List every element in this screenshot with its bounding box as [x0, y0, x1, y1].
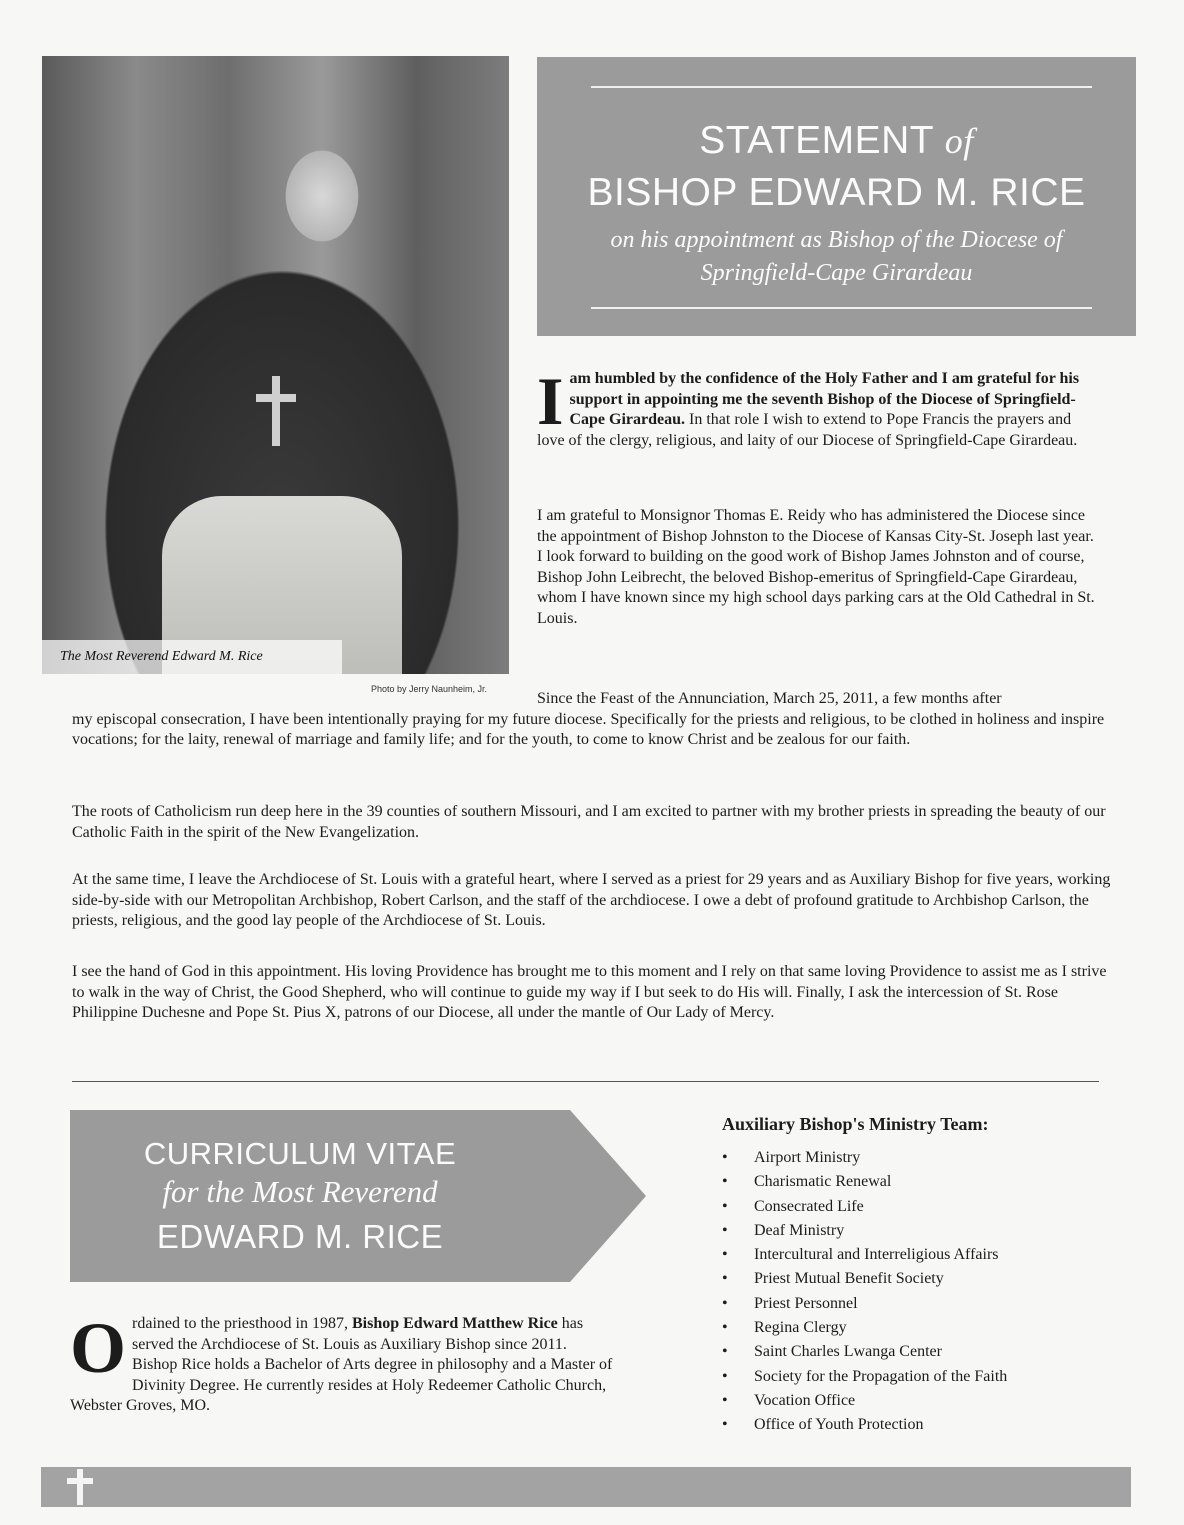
paragraph-3-rest: my episcopal consecration, I have been intentionally praying for my future diocese. Specifically for the priests and religious, to be clothed in holiness and inspire vocations; for the laity, renewal of marriage and family life; and for the youth, to come to know Christ and be zealous for our faith.: [72, 710, 1105, 749]
cv-text-after: has served the Archdiocese of St. Louis as Auxiliary Bishop since 2011. Bishop Rice holds a Bachelor of Arts degree in philosophy and a Master of Divinity Degree. He currently resides at Holy Redeemer Catholic Church, Webster Groves, MO.: [70, 1315, 613, 1415]
subtitle-line-b: Springfield-Cape Girardeau: [700, 260, 973, 286]
statement-paragraph-6: I see the hand of God in this appointment. His loving Providence has brought me to this moment and I rely on that same loving Providence to assist me as I strive to walk in the way of Christ, the Good Shepherd, who will continue to guide my way if I but seek to do His will. Finally, I ask the intercession of St. Rose Philippine Duchesne and Pope St. Pius X, patrons of our Diocese, all under the mantle of Our Lady of Mercy.: [72, 963, 1107, 1022]
photo-caption: The Most Reverend Edward M. Rice: [42, 640, 342, 674]
statement-title-banner: [537, 57, 1136, 336]
list-item: • Deaf Ministry: [722, 1219, 1007, 1243]
curriculum-vitae-banner: [70, 1110, 646, 1282]
subtitle-line-a: on his appointment as Bishop of the Diocese of: [610, 227, 1063, 253]
list-item: • Airport Ministry: [722, 1146, 1007, 1170]
cv-banner-line-2: for the Most Reverend: [162, 1174, 438, 1209]
title-statement-word: STATEMENT: [699, 119, 934, 162]
list-item: • Saint Charles Lwanga Center: [722, 1340, 1007, 1364]
title-line-1: [537, 119, 1136, 163]
banner-rule-top: [591, 86, 1092, 88]
intro-bold-text: am humbled by the confidence of the Holy Father and I am grateful for his support in appointing me the seventh Bishop of the Diocese of Springfield-Cape Girardeau.: [569, 370, 1080, 429]
statement-paragraph-3: [72, 689, 1112, 751]
list-item: • Office of Youth Protection: [722, 1413, 1007, 1437]
cross-icon: [67, 1469, 93, 1505]
list-item: • Intercultural and Interreligious Affairs: [722, 1243, 1007, 1267]
cv-bishop-name: Bishop Edward Matthew Rice: [351, 1315, 558, 1332]
statement-paragraph-4: The roots of Catholicism run deep here in the 39 counties of southern Missouri, and I am excited to partner with my brother priests in spreading the beauty of our Catholic Faith in the spirit of the New Evangelization.: [72, 803, 1106, 841]
drop-cap-o: O: [70, 1308, 127, 1388]
statement-paragraph-5: At the same time, I leave the Archdiocese of St. Louis with a grateful heart, where I served as a priest for 29 years and as Auxiliary Bishop for five years, working side-by-side with our Metropolitan Archbishop, Robert Carlson, and the staff of the archdiocese. I owe a debt of profound gratitude to Archbishop Carlson, the priests, religious, and the good lay people of the Archdiocese of St. Louis.: [72, 871, 1111, 930]
paragraph-3-first-line: Since the Feast of the Annunciation, March 25, 2011, a few months after: [537, 690, 1002, 707]
cv-banner-line-3: EDWARD M. RICE: [156, 1218, 444, 1255]
ministry-team-title: Auxiliary Bishop's Ministry Team:: [722, 1114, 989, 1134]
title-of-word: of: [944, 121, 974, 161]
ministry-team-list: [722, 1146, 1007, 1438]
title-subtitle: [537, 224, 1136, 290]
bishop-portrait-photo: [42, 56, 509, 674]
banner-rule-bottom: [591, 307, 1092, 309]
list-item: • Society for the Propagation of the Faith: [722, 1365, 1007, 1389]
section-divider: [72, 1081, 1099, 1082]
intro-rest-text: In that role I wish to extend to Pope Francis the prayers and love of the clergy, religious, and laity of our Diocese of Springfield-Cape Girardeau.: [537, 411, 1078, 449]
pectoral-cross-icon: [256, 376, 296, 446]
statement-intro-paragraph: [537, 363, 1102, 451]
cv-paragraph: [70, 1308, 615, 1417]
photo-credit: Photo by Jerry Naunheim, Jr.: [371, 684, 488, 694]
list-item: • Regina Clergy: [722, 1316, 1007, 1340]
statement-paragraph-2: I am grateful to Monsignor Thomas E. Reidy who has administered the Diocese since the appointment of Bishop Johnston to the Diocese of Kansas City-St. Joseph last year. I look forward to building on the good work of Bishop James Johnston and of course, Bishop John Leibrecht, the beloved Bishop-emeritus of Springfield-Cape Girardeau, whom I have known since my high school days parking cars at the Old Cathedral in St. Louis.: [537, 507, 1095, 627]
list-item: • Vocation Office: [722, 1389, 1007, 1413]
cv-banner-line-1: CURRICULUM VITAE: [143, 1136, 457, 1171]
title-line-2: BISHOP EDWARD M. RICE: [587, 171, 1086, 214]
list-item: • Consecrated Life: [722, 1195, 1007, 1219]
list-item: • Priest Mutual Benefit Society: [722, 1267, 1007, 1291]
list-item: • Charismatic Renewal: [722, 1170, 1007, 1194]
drop-cap-i: I: [537, 363, 564, 439]
list-item: • Priest Personnel: [722, 1292, 1007, 1316]
footer-bar: [41, 1467, 1131, 1507]
cv-text-before: rdained to the priesthood in 1987,: [132, 1315, 352, 1332]
